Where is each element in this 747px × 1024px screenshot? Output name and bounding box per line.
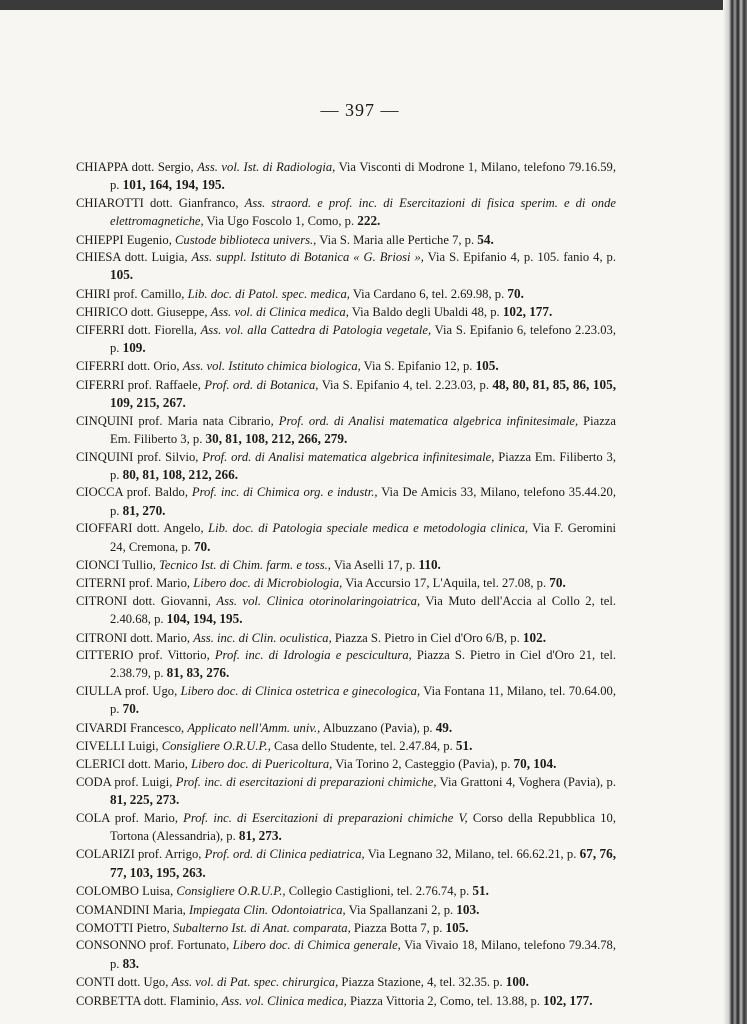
entry-address: Via S. Epifanio 6, telefono 2.23.03, p.	[110, 322, 616, 356]
entry-role: Consigliere O.R.U.P.,	[176, 884, 286, 899]
entry-address: Via Vivaio 18, Milano, telefono 79.34.78, p.	[110, 938, 617, 971]
entry-role: Impiegata Clin. Odontoiatrica,	[188, 902, 346, 917]
directory-entry	[76, 755, 616, 773]
entry-surname: CITRONI	[76, 630, 128, 645]
entry-address: Collegio Castiglioni, tel. 2.76.74, p.	[285, 884, 473, 899]
entry-pages: 30, 81, 108, 212, 266, 279.	[205, 431, 348, 447]
entry-pages: 105.	[475, 358, 499, 374]
entry-details: prof. Luigi,	[111, 774, 176, 789]
entry-address: Via S. Epifanio 12, p.	[360, 359, 476, 374]
entry-address: Via S. Epifanio 4, tel. 2.23.03, p.	[318, 377, 493, 392]
entry-address: Piazza Vittoria 2, Como, tel. 13.88, p.	[346, 993, 544, 1008]
entry-role: Ass. vol. Clinica medica,	[221, 993, 347, 1008]
entry-surname: COMANDINI	[76, 902, 150, 917]
entry-details: dott. Orio,	[124, 359, 183, 374]
entry-details: Eugenio,	[123, 232, 176, 247]
entry-role: Applicato nell'Amm. univ.,	[187, 720, 321, 735]
entry-pages: 81, 83, 276.	[166, 665, 230, 681]
entry-details: prof. Arrigo,	[134, 847, 205, 862]
entry-surname: CHIRI	[76, 286, 111, 301]
entry-pages: 51.	[472, 883, 489, 899]
entry-details: dott. Fiorella,	[124, 322, 201, 337]
entry-address: Piazza Em. Filiberto 3, p.	[110, 413, 616, 447]
entry-details: prof. Silvio,	[133, 449, 203, 464]
entry-role: Libero doc. di Puericoltura,	[191, 757, 333, 772]
entry-address: Via Legnano 32, Milano, tel. 66.62.21, p.	[364, 847, 580, 862]
entry-surname: COLARIZI	[76, 847, 135, 862]
directory-entry	[76, 629, 616, 647]
entry-address: Via De Amicis 33, Milano, telefono 35.44.20, p.	[110, 485, 616, 518]
directory-entry	[76, 159, 616, 195]
directory-entry	[76, 484, 616, 520]
entry-role: Ass. vol. alla Cattedra di Patologia vegetale,	[200, 322, 432, 337]
entry-surname: CLERICI	[76, 757, 125, 772]
entry-pages: 70.	[122, 701, 140, 717]
entry-details: prof. Raffaele,	[124, 377, 205, 392]
entry-pages: 70.	[193, 538, 211, 554]
entry-surname: CITERNI	[76, 576, 126, 591]
entry-details: dott. Giuseppe,	[127, 305, 211, 320]
entry-role: Prof. inc. di esercitazioni di preparazioni chimiche,	[175, 774, 437, 789]
directory-entry	[76, 376, 616, 413]
entry-role: Lib. doc. di Patol. spec. medica,	[187, 286, 350, 301]
entry-address: Via Fontana 11, Milano, tel. 70.64.00, p.	[110, 683, 616, 717]
entry-role: Libero doc. di Clinica ostetrica e ginecologica,	[180, 683, 421, 698]
entry-pages: 105.	[110, 267, 134, 283]
entry-details: prof. Camillo,	[110, 286, 188, 301]
directory-entries	[76, 159, 616, 1010]
entry-surname: CITTERIO	[76, 647, 134, 662]
entry-details: dott. Luigia,	[120, 250, 192, 265]
entry-address: Via Muto dell'Accia al Collo 2, tel. 2.40.68, p.	[110, 593, 616, 627]
entry-address: Via Spallanzani 2, p.	[345, 902, 457, 917]
entry-address: Via Torino 2, Casteggio (Pavia), p.	[332, 757, 514, 772]
entry-role: Consigliere O.R.U.P.,	[161, 739, 271, 753]
entry-surname: CIFERRI	[76, 322, 125, 337]
entry-pages: 102.	[522, 629, 546, 645]
entry-details: dott. Giovanni,	[127, 593, 217, 608]
entry-surname: CIFERRI	[76, 359, 125, 374]
entry-pages: 110.	[418, 556, 441, 572]
entry-details: Luigi,	[124, 739, 162, 753]
entry-pages: 70, 104.	[513, 756, 557, 772]
entry-pages: 102, 177.	[543, 992, 593, 1008]
entry-pages: 81, 270.	[122, 502, 166, 518]
entry-role: Prof. ord. di Analisi matematica algebrica infinitesimale,	[202, 449, 495, 464]
directory-entry	[76, 593, 616, 629]
entry-pages: 222.	[357, 213, 381, 229]
directory-entry	[76, 845, 616, 882]
directory-entry	[76, 882, 616, 900]
directory-entry	[76, 992, 616, 1010]
entry-details: prof. Fortunato,	[145, 938, 233, 953]
entry-address: Via Visconti di Modrone 1, Milano, telefono 79.16.59, p.	[110, 160, 616, 193]
entry-role: Ass. vol. di Clinica medica,	[210, 305, 349, 320]
directory-entry	[76, 647, 616, 683]
entry-surname: CHIRICO	[76, 305, 128, 320]
entry-details: prof. Baldo,	[122, 485, 192, 500]
entry-details: dott. Ugo,	[114, 975, 172, 990]
entry-surname: CIOCCA	[76, 485, 123, 500]
entry-surname: CIONCI	[76, 557, 120, 572]
entry-details: Tullio,	[119, 557, 159, 572]
entry-pages: 54.	[477, 231, 494, 247]
entry-address: Via S. Maria alle Pertiche 7, p.	[316, 232, 478, 247]
entry-pages: 80, 81, 108, 212, 266.	[122, 466, 238, 482]
entry-pages: 101, 164, 194, 195.	[122, 177, 225, 193]
directory-entry	[76, 285, 616, 303]
entry-pages: 102, 177.	[502, 304, 553, 320]
entry-surname: CIVELLI	[76, 739, 125, 753]
directory-entry	[76, 901, 616, 919]
entry-pages: 83.	[122, 955, 140, 971]
entry-pages: 70.	[507, 285, 524, 301]
entry-role: Prof. ord. di Botanica,	[204, 377, 319, 392]
entry-role: Libero doc. di Chimica generale,	[232, 938, 401, 953]
directory-entry	[76, 737, 616, 755]
entry-surname: COLA	[76, 810, 110, 825]
directory-entry	[76, 574, 616, 592]
entry-surname: CODA	[76, 774, 111, 789]
entry-role: Prof. inc. di Chimica org. e industr.,	[191, 485, 378, 500]
entry-pages: 48, 80, 81, 85, 86, 105, 109, 215, 267.	[110, 376, 616, 411]
directory-entry	[76, 249, 616, 285]
entry-address: Via Aselli 17, p.	[330, 557, 419, 572]
entry-address: Piazza S. Pietro in Ciel d'Oro 21, tel. 2.38.79, p.	[110, 647, 617, 681]
entry-role: Prof. inc. di Idrologia e pescicultura,	[214, 647, 412, 662]
entry-role: Prof. ord. di Analisi matematica algebrica infinitesimale,	[278, 413, 579, 428]
entry-address: Via S. Epifanio 4, p. 105. fanio 4, p.	[423, 250, 617, 265]
entry-details: Pietro,	[133, 921, 173, 936]
entry-details: Maria,	[149, 902, 189, 917]
entry-details: dott. Sergio,	[128, 160, 198, 174]
entry-address: Corso della Repubblica 10, Tortona (Alessandria), p.	[110, 810, 616, 844]
entry-surname: CONTI	[76, 975, 115, 990]
entry-address: Piazza S. Pietro in Ciel d'Oro 6/B, p.	[331, 630, 523, 645]
directory-entry	[76, 195, 616, 231]
entry-role: Ass. vol. Clinica otorinolaringoiatrica,	[216, 593, 421, 608]
entry-address: Via Cardano 6, tel. 2.69.98, p.	[349, 286, 508, 301]
entry-role: Ass. vol. Ist. di Radiologia,	[197, 160, 336, 174]
entry-address: Via Ugo Foscolo 1, Como, p.	[203, 214, 358, 229]
entry-details: prof. Mario,	[109, 810, 184, 825]
directory-entry	[76, 322, 616, 358]
entry-surname: CITRONI	[76, 593, 128, 608]
entry-address: Piazza Botta 7, p.	[350, 921, 446, 936]
directory-entry	[76, 973, 616, 991]
entry-surname: CIVARDI	[76, 720, 127, 735]
entry-address: Albuzzano (Pavia), p.	[320, 720, 436, 735]
directory-entry	[76, 774, 616, 810]
entry-pages: 70.	[549, 575, 566, 591]
entry-role: Lib. doc. di Patologia speciale medica e metodologia clinica,	[208, 521, 529, 536]
entry-role: Ass. inc. di Clin. oculistica,	[193, 630, 332, 645]
entry-role: Custode biblioteca univers.,	[175, 232, 317, 247]
entry-details: prof. Maria nata Cibrario,	[133, 413, 279, 428]
entry-pages: 51.	[455, 738, 473, 753]
entry-pages: 104, 194, 195.	[166, 611, 243, 627]
entry-surname: CIULLA	[76, 683, 122, 698]
entry-details: prof. Vittorio,	[133, 647, 215, 662]
entry-role: Ass. vol. Istituto chimica biologica,	[182, 359, 361, 374]
entry-pages: 49.	[435, 719, 453, 735]
entry-address: Via F. Geromini 24, Cremona, p.	[110, 521, 616, 554]
scan-top-border	[0, 0, 747, 10]
entry-pages: 105.	[445, 920, 469, 936]
entry-pages: 81, 273.	[238, 828, 282, 844]
entry-role: Prof. inc. di Esercitazioni di preparazioni chimiche V,	[183, 810, 468, 825]
entry-surname: CINQUINI	[76, 449, 134, 464]
entry-role: Ass. straord. e prof. inc. di Esercitazioni di fisica sperim. e di onde elettromagnetiche,	[110, 195, 616, 229]
directory-entry	[76, 919, 616, 937]
scan-right-edge	[723, 0, 747, 1024]
entry-surname: CORBETTA	[76, 993, 141, 1008]
entry-pages: 67, 76, 77, 103, 195, 263.	[110, 846, 616, 880]
entry-pages: 109.	[122, 340, 146, 356]
directory-entry	[76, 231, 616, 249]
entry-pages: 100.	[505, 974, 529, 990]
directory-entry	[76, 683, 616, 719]
page-number: — 397 —	[320, 100, 400, 120]
entry-surname: CHIEPPI	[76, 232, 124, 247]
entry-role: Libero doc. di Microbiologia,	[193, 576, 343, 591]
directory-entry	[76, 520, 616, 556]
directory-entry	[76, 413, 616, 449]
entry-details: dott. Angelo,	[132, 521, 209, 536]
entry-surname: CONSONNO	[76, 938, 146, 953]
entry-details: Luisa,	[138, 884, 177, 899]
directory-entry	[76, 449, 616, 485]
entry-address: Via Baldo degli Ubaldi 48, p.	[348, 305, 503, 320]
directory-entry	[76, 719, 616, 737]
entry-details: dott. Flaminio,	[140, 993, 222, 1008]
entry-role: Tecnico Ist. di Chim. farm. e toss.,	[158, 557, 331, 572]
entry-address: Piazza Stazione, 4, tel. 32.35. p.	[338, 975, 506, 990]
entry-details: dott. Mario,	[124, 757, 192, 772]
entry-pages: 81, 225, 273.	[110, 792, 180, 808]
entry-address: Via Accursio 17, L'Aquila, tel. 27.08, p.	[342, 576, 550, 591]
entry-surname: COMOTTI	[76, 921, 134, 936]
entry-details: prof. Mario,	[125, 576, 194, 591]
entry-details: prof. Ugo,	[121, 683, 181, 698]
entry-role: Prof. ord. di Clinica pediatrica,	[204, 847, 365, 862]
entry-surname: CIFERRI	[76, 377, 125, 392]
entry-surname: CHIESA	[76, 250, 121, 265]
entry-address: Via Grattoni 4, Voghera (Pavia), p.	[436, 774, 616, 789]
directory-entry	[76, 357, 616, 375]
entry-role: Ass. suppl. Istituto di Botanica « G. Briosi »,	[191, 250, 424, 265]
directory-entry	[76, 556, 616, 574]
entry-role: Ass. vol. di Pat. spec. chirurgica,	[171, 975, 339, 990]
entry-surname: CIOFFARI	[76, 521, 133, 536]
entry-surname: CHIAROTTI	[76, 195, 144, 210]
entry-surname: CINQUINI	[76, 413, 134, 428]
entry-details: dott. Mario,	[127, 630, 194, 645]
directory-entry	[76, 303, 616, 321]
entry-role: Subalterno Ist. di Anat. comparata,	[172, 921, 351, 936]
directory-entry	[76, 810, 616, 846]
directory-entry	[76, 937, 616, 973]
entry-surname: COLOMBO	[76, 884, 139, 899]
entry-address: Casa dello Studente, tel. 2.47.84, p.	[270, 739, 456, 753]
entry-surname: CHIAPPA	[76, 160, 129, 174]
entry-address: Piazza Em. Filiberto 3, p.	[110, 449, 616, 482]
entry-pages: 103.	[456, 901, 480, 917]
entry-details: Francesco,	[126, 720, 188, 735]
entry-details: dott. Gianfranco,	[143, 195, 245, 210]
